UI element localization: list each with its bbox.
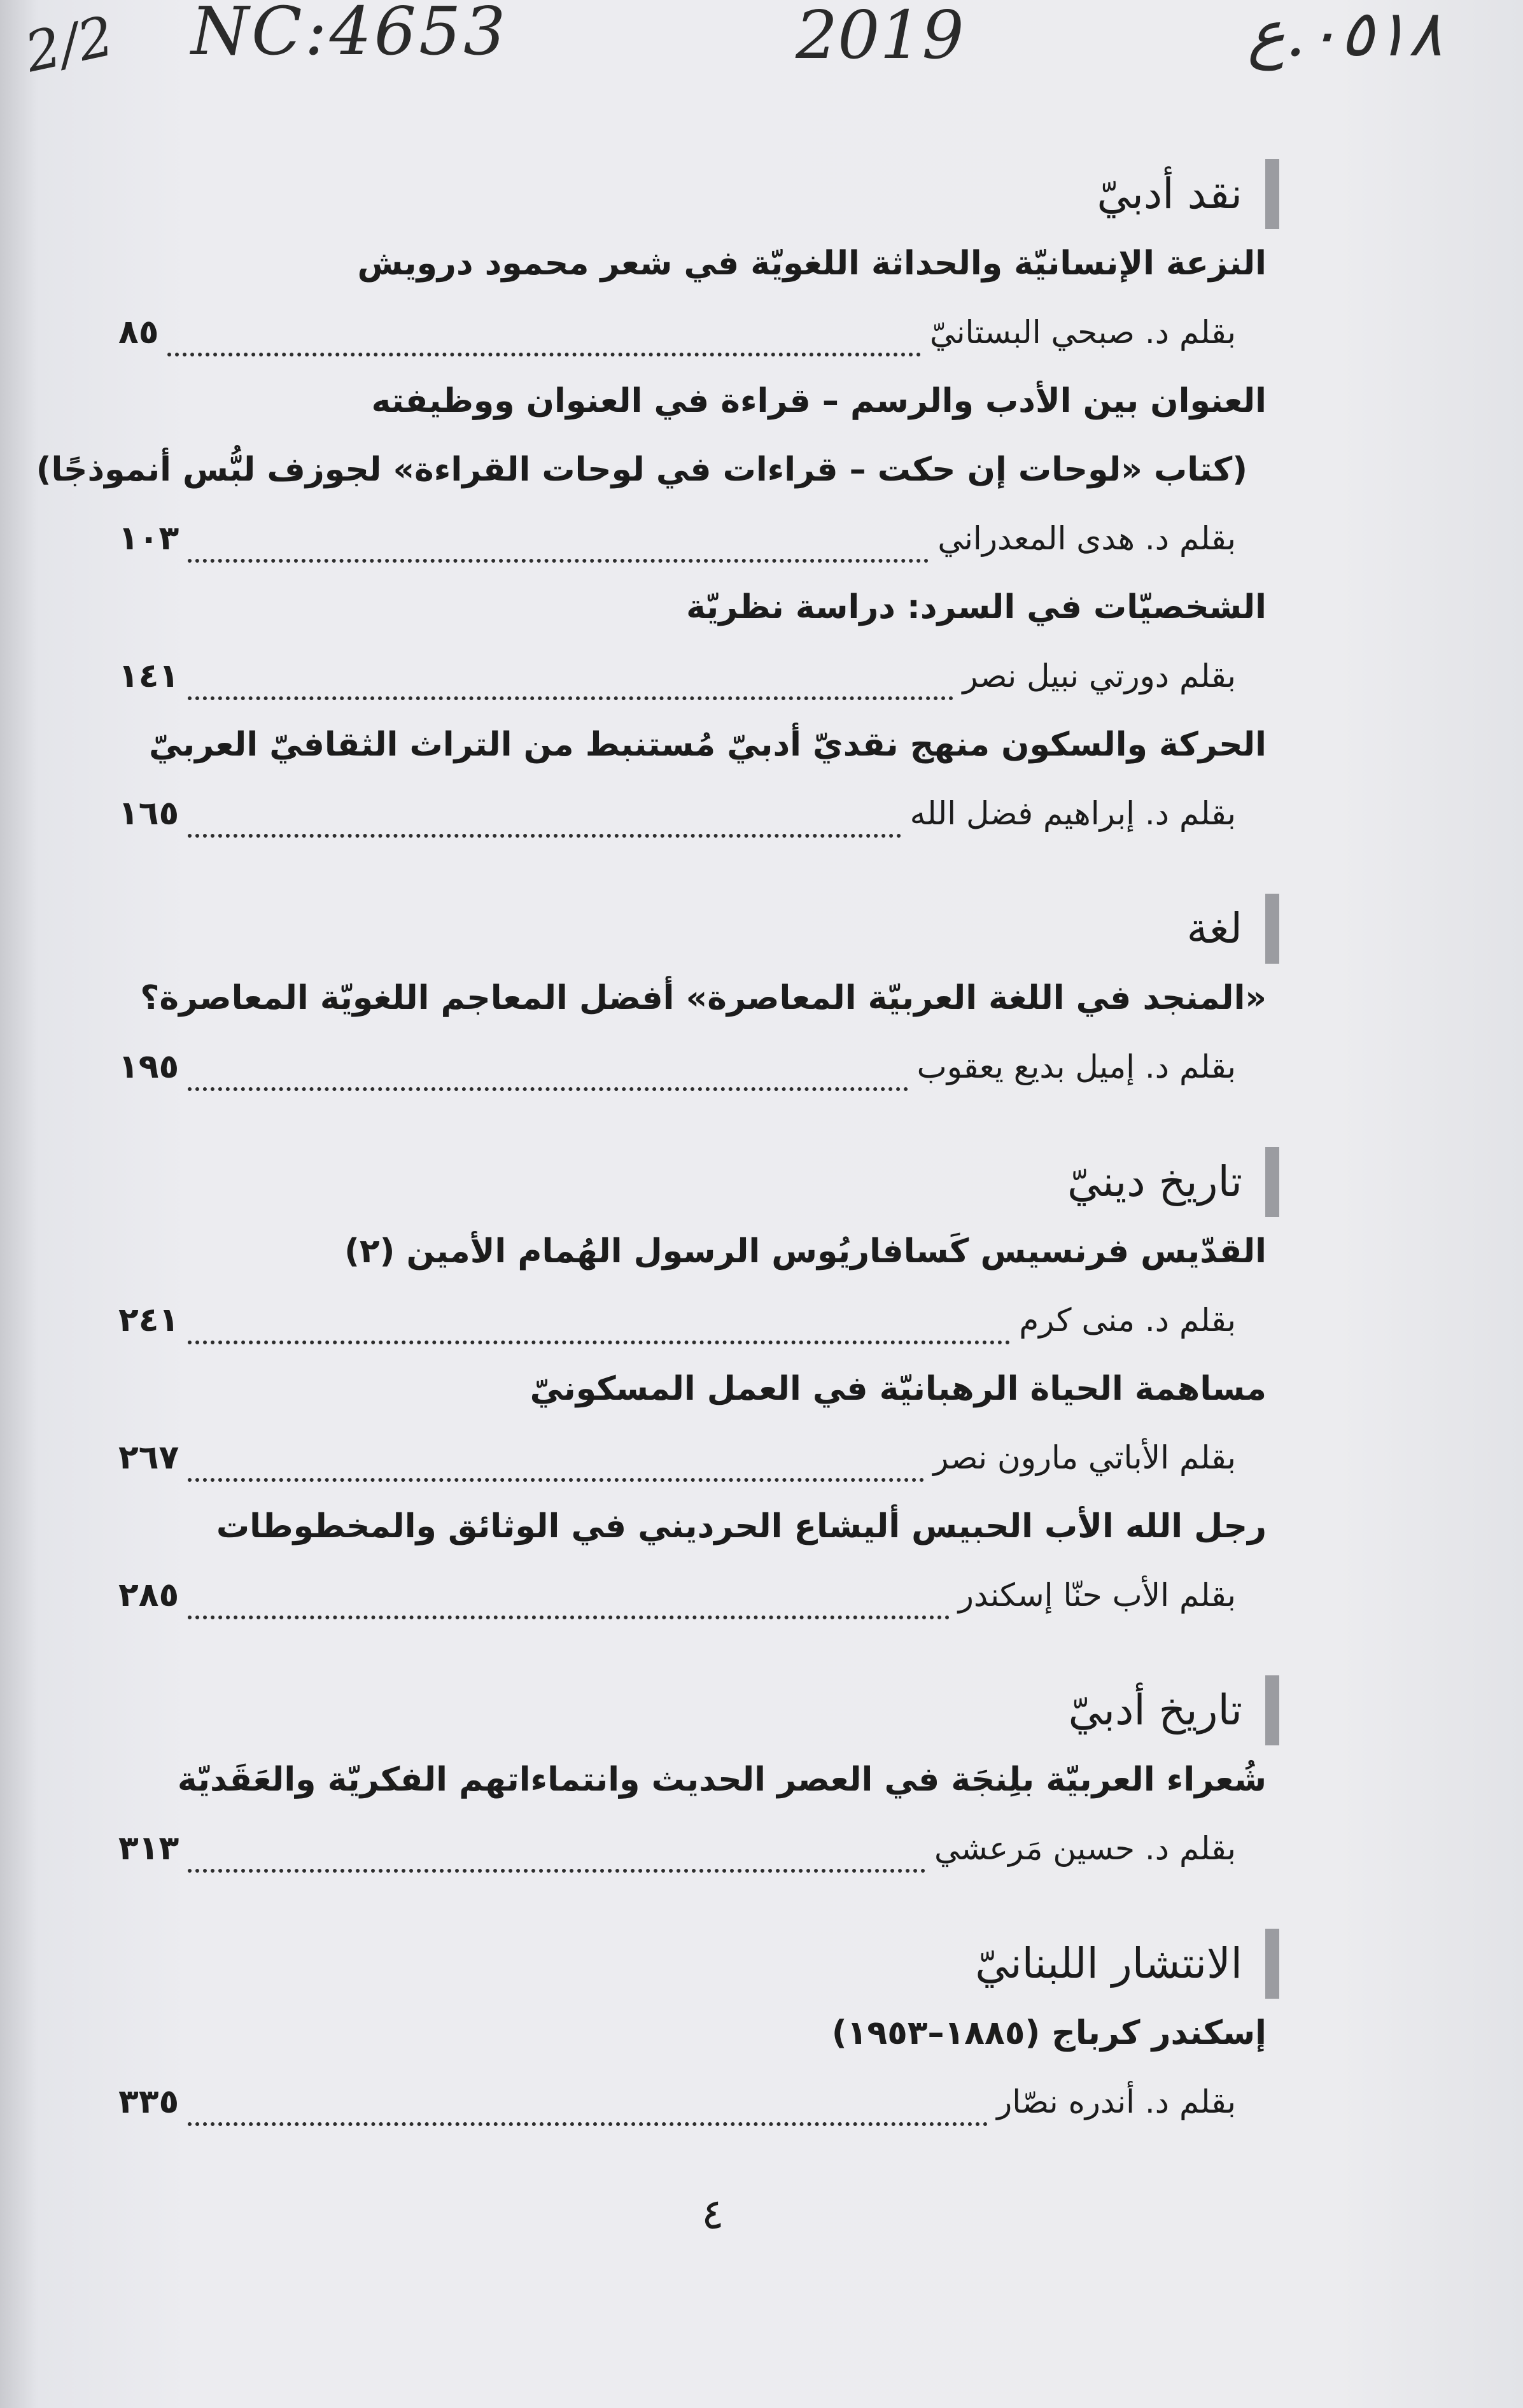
entry-author: بقلم د. إبراهيم فضل الله — [909, 795, 1236, 832]
entry-author-line — [108, 504, 1286, 573]
entry-page: ١٦٥ — [118, 794, 179, 833]
section-heading — [108, 159, 1286, 229]
section-heading-text: تاريخ أدبيّ — [1068, 1686, 1242, 1735]
section-heading — [108, 1675, 1286, 1745]
entry-title: الحركة والسكون منهج نقديّ أدبيّ مُستنبط من التراث الثقافيّ العربيّ — [148, 726, 1267, 764]
section-lebanese-diaspora — [108, 1929, 1286, 2136]
entry-title: إسكندر كرباج (١٨٨٥–١٩٥٣) — [831, 2014, 1267, 2052]
entry-author-line — [108, 2067, 1286, 2136]
section-religious-history — [108, 1147, 1286, 1630]
entry-page: ٢٨٥ — [118, 1576, 179, 1614]
handwritten-fraction: 2/2 — [20, 4, 120, 85]
entry-author-line — [108, 1561, 1286, 1630]
heading-bar — [1265, 1929, 1279, 1999]
section-heading — [108, 894, 1286, 964]
section-heading — [108, 1929, 1286, 1999]
dot-leader — [188, 1616, 949, 1619]
section-heading-text: لغة — [1186, 904, 1242, 953]
dot-leader — [188, 1478, 924, 1482]
entry-author-line — [108, 1814, 1286, 1883]
heading-bar — [1265, 159, 1279, 229]
heading-bar — [1265, 1147, 1279, 1217]
entry-author-line — [108, 298, 1286, 367]
section-language — [108, 894, 1286, 1101]
entry-page: ١٩٥ — [118, 1048, 179, 1086]
section-heading-text: الانتشار اللبنانيّ — [975, 1939, 1242, 1988]
entry-page: ٣١٣ — [118, 1829, 179, 1868]
entry-page: ١٠٣ — [118, 519, 179, 558]
handwritten-year: 2019 — [796, 0, 964, 74]
entry-author-line — [108, 1423, 1286, 1492]
dot-leader — [188, 2122, 988, 2126]
entry-title: «المنجد في اللغة العربيّة المعاصرة» أفضل المعاجم اللغويّة المعاصرة؟ — [140, 979, 1267, 1017]
handwritten-class-mark: ٠٥١٨.ع — [1247, 0, 1443, 71]
entry-author-line — [108, 779, 1286, 848]
entry-page: ٣٣٥ — [118, 2083, 179, 2121]
entry-title: العنوان بين الأدب والرسم – قراءة في العنوان ووظيفته — [371, 382, 1267, 420]
entry-author: بقلم الأب حنّا إسكندر — [958, 1577, 1236, 1614]
entry-author: بقلم د. هدى المعدراني — [937, 520, 1236, 557]
page-number: ٤ — [701, 2190, 724, 2239]
entry-subtitle: (كتاب «لوحات إن حكت – قراءات في لوحات القراءة» لجوزف لبُّس أنموذجًا) — [36, 451, 1247, 489]
heading-bar — [1265, 1675, 1279, 1745]
entry-author-line — [108, 1032, 1286, 1101]
dot-leader — [167, 353, 920, 356]
section-literary-history — [108, 1675, 1286, 1883]
entry-author: بقلم د. صبحي البستانيّ — [929, 314, 1236, 351]
section-heading-text: نقد أدبيّ — [1097, 169, 1242, 218]
entry-author: بقلم د. حسين مَرعشي — [934, 1830, 1236, 1867]
entry-author-line — [108, 1286, 1286, 1355]
entry-title: القدّيس فرنسيس كَسافاريُوس الرسول الهُمام الأمين (٢) — [344, 1232, 1267, 1271]
dot-leader — [188, 1869, 925, 1873]
section-heading — [108, 1147, 1286, 1217]
entry-title: النزعة الإنسانيّة والحداثة اللغويّة في شعر محمود درويش — [357, 244, 1267, 283]
section-literary-criticism — [36, 159, 1286, 848]
dot-leader — [188, 834, 901, 838]
entry-page: ٢٤١ — [118, 1301, 179, 1339]
dot-leader — [188, 1087, 908, 1091]
section-heading-text: تاريخ دينيّ — [1067, 1157, 1242, 1206]
entry-title: شُعراء العربيّة بلِنجَة في العصر الحديث وانتماءاتهم الفكريّة والعَقَديّة — [177, 1761, 1267, 1799]
dot-leader — [188, 696, 953, 700]
entry-author-line — [108, 642, 1286, 710]
entry-page: ١٤١ — [118, 657, 179, 695]
entry-title: الشخصيّات في السرد: دراسة نظريّة — [686, 588, 1267, 626]
dot-leader — [188, 559, 929, 563]
entry-title: رجل الله الأب الحبيس أليشاع الحرديني في الوثائق والمخطوطات — [216, 1507, 1267, 1545]
entry-author: بقلم الأباتي مارون نصر — [933, 1439, 1236, 1476]
dot-leader — [188, 1341, 1010, 1344]
entry-author: بقلم دورتي نبيل نصر — [962, 658, 1236, 694]
entry-title: مساهمة الحياة الرهبانيّة في العمل المسكونيّ — [530, 1370, 1267, 1408]
entry-author: بقلم د. منى كرم — [1019, 1302, 1236, 1339]
entry-page: ٢٦٧ — [118, 1439, 179, 1477]
handwritten-code: NC:4653 — [191, 0, 509, 70]
table-of-contents — [36, 159, 1286, 2164]
entry-author: بقلم د. إميل بديع يعقوب — [916, 1048, 1236, 1085]
entry-page: ٨٥ — [118, 313, 159, 351]
entry-author: بقلم د. أندره نصّار — [997, 2083, 1236, 2120]
heading-bar — [1265, 894, 1279, 964]
